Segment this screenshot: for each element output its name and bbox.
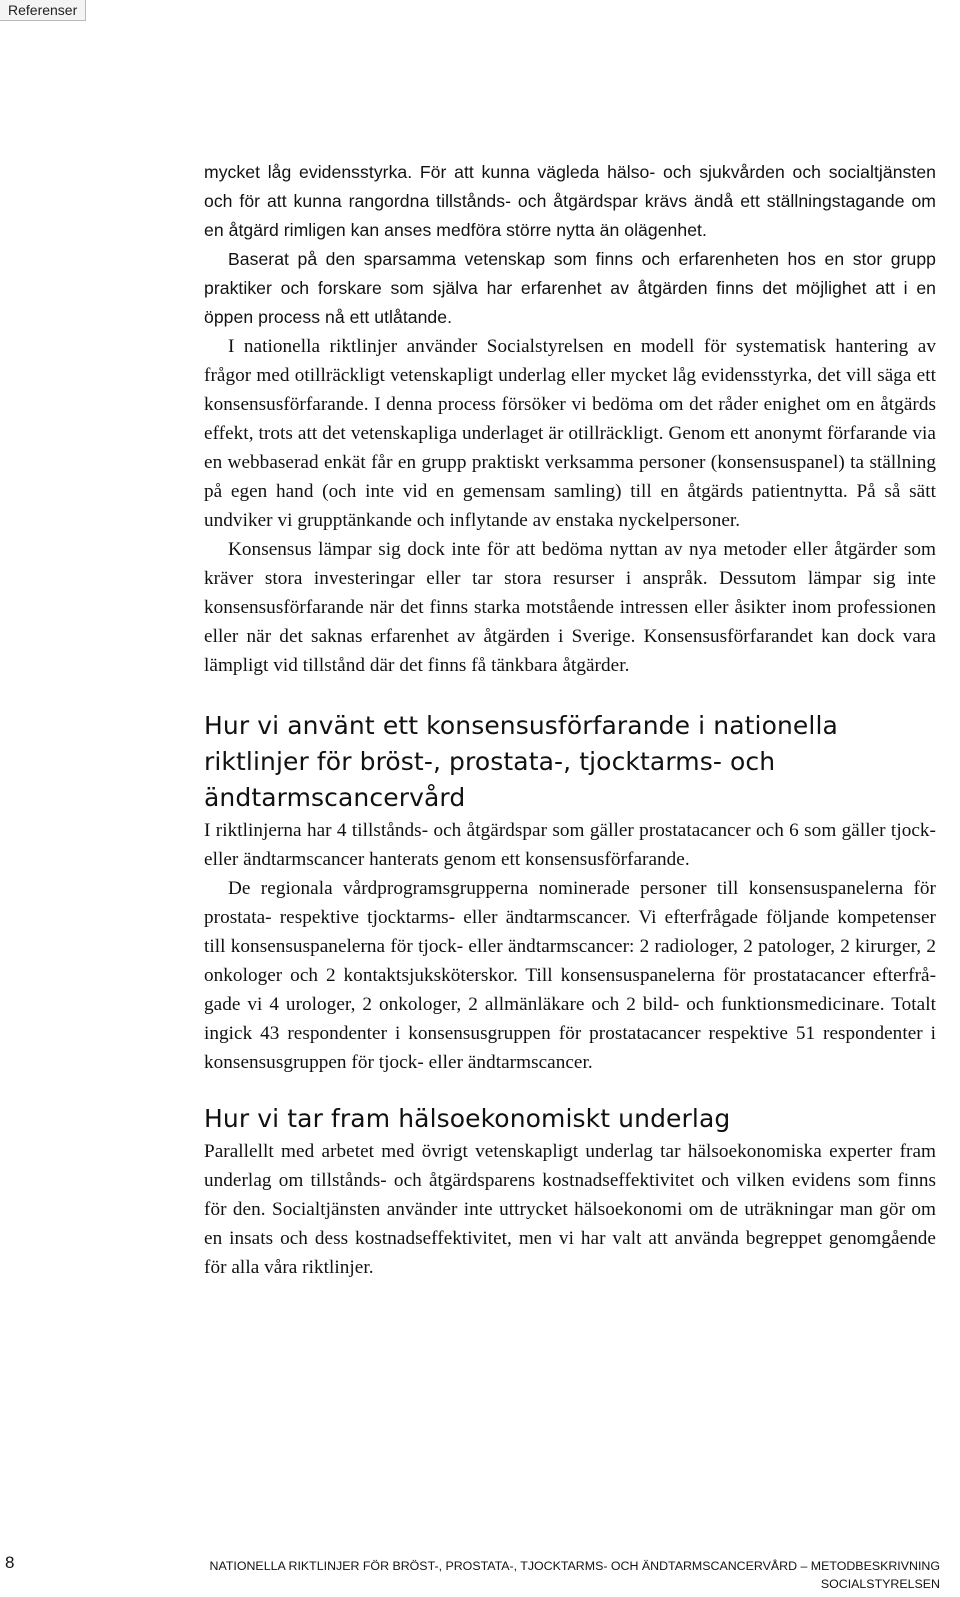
document-body bbox=[204, 158, 936, 1282]
paragraph-5: I riktlinjerna har 4 tillstånds- och åtgärdspar som gäller prostatacancer och 6 som gäller tjock- eller ändtarmscancer hanterats genom ett konsensusförfarande. bbox=[204, 820, 936, 870]
page-number: 8 bbox=[5, 1553, 15, 1572]
paragraph-2: Baserat på den sparsamma vetenskap som finns och erfarenheten hos en stor grupp praktiker och forskare som själva har erfarenhet av åtgärden finns det möjlighet att i en öppen process nå ett utlåtande. bbox=[204, 249, 936, 327]
footer-publisher: SOCIALSTYRELSEN bbox=[820, 1577, 940, 1591]
paragraph-7: Parallellt med arbetet med övrigt vetenskapligt underlag tar hälsoekonomiska experter fram underlag om tillstånds- och åtgärdsparens kostnadseffektivitet och vilken evidens som finns för den. Socialtjänsten använder inte uttrycket hälsoekonomi om de uträkningar man gör om en insats och dess kostnadseffektivitet, men vi har valt att använda begreppet genomgående för alla våra riktlinjer. bbox=[204, 1141, 936, 1278]
paragraph-6: De regionala vårdprogramsgrupperna nominerade personer till konsensuspanelerna för prostata- respektive tjocktarms- eller ändtarmscancer. Vi efterfrågade följande kompetenser till konsensuspanelerna för tjock- eller ändtarmscancer: 2 radiologer, 2 patologer, 2 kirurger, 2 onkologer och 2 kontaktsjuksköterskor. Till konsensuspanelerna för prostatacancer efterfrågade vi 4 urologer, 2 onkologer, 2 allmänläkare och 2 bild- och funktionsmedicinare. Totalt ingick 43 respondenter i konsensusgruppen för prostatacancer respektive 51 respondenter i konsensusgruppen för tjock- eller ändtarmscancer. bbox=[204, 878, 936, 1073]
paragraph-1: mycket låg evidensstyrka. För att kunna vägleda hälso- och sjukvården och socialtjänsten och för att kunna rangordna tillstånds- och åtgärdspar krävs ändå ett ställningstagande om en åtgärd rimligen kan anses medföra större nytta än olägenhet. bbox=[204, 162, 936, 240]
section-tab-label: Referenser bbox=[8, 2, 78, 18]
section-heading-consensus: Hur vi använt ett konsensusförfarande i nationella riktlinjer för bröst-, prostata-, tjocktarms- och ändtarmscancervård bbox=[204, 711, 838, 812]
section-heading-health-economics: Hur vi tar fram hälsoekonomiskt underlag bbox=[204, 1104, 731, 1133]
section-tab bbox=[0, 0, 86, 21]
footer-document-title: NATIONELLA RIKTLINJER FÖR BRÖST-, PROSTATA-, TJOCKTARMS- OCH ÄNDTARMSCANCERVÅRD – METODBESKRIVNING bbox=[209, 1559, 940, 1573]
paragraph-4: Konsensus lämpar sig dock inte för att bedöma nyttan av nya metoder eller åtgärder som kräver stora investeringar eller tar stora resurser i anspråk. Dessutom lämpar sig inte konsensusförfarande när det finns starka motstående intressen eller åsikter inom professionen eller när det saknas erfarenhet av åtgärden i Sverige. Konsensusförfarandet kan dock vara lämpligt vid tillstånd där det finns få tänkbara åtgärder. bbox=[204, 539, 936, 676]
paragraph-3: I nationella riktlinjer använder Socialstyrelsen en modell för systematisk hantering av frågor med otillräckligt vetenskapligt underlag eller mycket låg evidensstyrka, det vill säga ett konsensusförfarande. I denna process försöker vi bedöma om det råder enighet om en åtgärds effekt, trots att det vetenskapliga underlaget är otillräckligt. Genom ett anonymt förfarande via en webbaserad enkät får en grupp praktiskt verksamma personer (konsensuspanel) ta ställning på egen hand (och inte vid en gemensam samling) till en åtgärds patientnytta. På så sätt undviker vi grupptänkande och inflytande av enstaka nyckelpersoner. bbox=[204, 336, 936, 531]
footer-text bbox=[185, 1557, 940, 1593]
page-footer bbox=[0, 1553, 960, 1597]
